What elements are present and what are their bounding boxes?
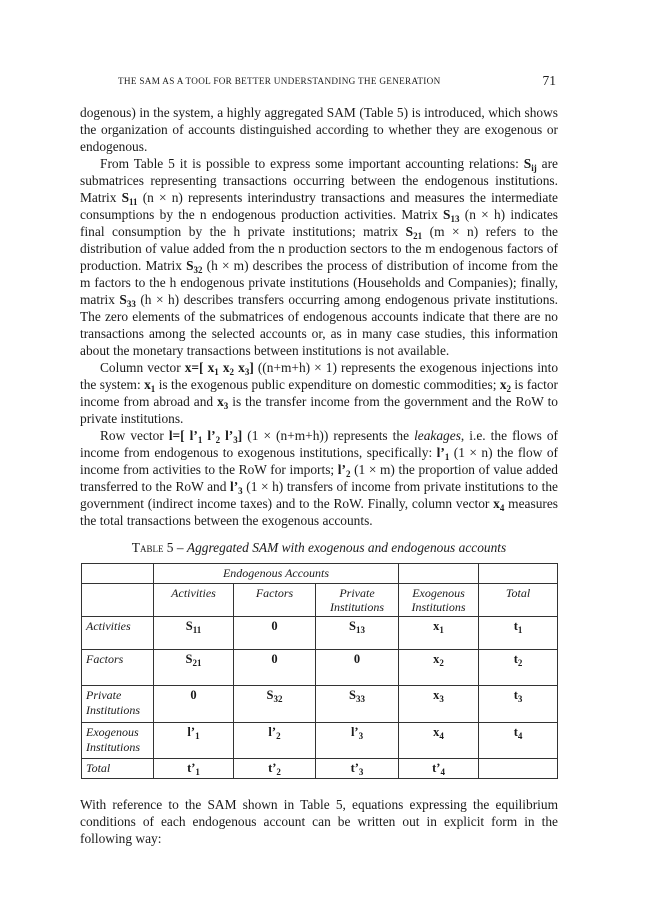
table-cell: $l’_3$: [316, 723, 399, 759]
table-cell: 0: [316, 650, 399, 686]
table-cell: $x_1$: [399, 617, 479, 650]
table-cell: 0: [234, 617, 316, 650]
table-caption: Table 5 – Aggregated SAM with exogenous and endogenous accounts: [131, 540, 507, 555]
symbol-x-2: $x_2$: [499, 377, 512, 394]
symbol-x-1: $x_1$: [144, 377, 156, 394]
symbol-s-21: $S_{21}$: [405, 224, 423, 241]
symbol-x-3: $x_3$: [217, 394, 229, 411]
table-cell: $S_{32}$: [234, 686, 316, 723]
table-cell: $l’_1$: [154, 723, 234, 759]
symbol-s-11: $S_{11}$: [121, 190, 138, 207]
table-row: [82, 617, 558, 650]
table-row: [82, 650, 558, 686]
row-header-activities: Activities: [82, 617, 154, 650]
column-header-exogenous: Exogenous Institutions: [399, 584, 479, 617]
table-header-blank: [399, 564, 479, 584]
table-cell: $t_2$: [479, 650, 558, 686]
table-corner-cell: [82, 584, 154, 617]
body-text-lower: [80, 796, 558, 847]
table-cell: $t_4$: [479, 723, 558, 759]
column-header-private: Private Institutions: [316, 584, 399, 617]
table-corner-cell: [82, 564, 154, 584]
row-header-private: Private Institutions: [82, 686, 154, 723]
paragraph-equilibrium: With reference to the SAM shown in Table 5, equations expressing the equilibrium conditions of each endogenous account can be written out in explicit form in the following way:: [80, 797, 558, 846]
column-header-total: Total: [479, 584, 558, 617]
table-header-row: [82, 564, 558, 584]
table-label: Table 5: [131, 540, 174, 555]
table-cell: $S_{13}$: [316, 617, 399, 650]
paragraph-submatrices: From Table 5 it is possible to express some important accounting relations: $S_{ij}$ are submatrices representing transactions occurring between the endogenous institutions. Matrix $S_{11}$ (n × n) represents interindustry transactions and measures the intermediate consumptions by the n endogenous production activities. Matrix $S_{13}$ (n × h) indicates final consumption by the h private institutions; matrix $S_{21}$ (m × n) refers to the distribution of value added from the n production sectors to the m endogenous factors of production. Matrix $S_{32}$ (h × m) describes the process of distribution of income from the m factors to the h endogenous private institutions (Households and Companies); finally, matrix $S_{33}$ (h × h) describes transfers occurring among endogenous private institutions. The zero elements of the submatrices of endogenous accounts indicate that there are no transactions among the selected accounts or, as in many case studies, this information about the monetary transactions between institutions is not available.: [80, 156, 558, 358]
symbol-l-2: $l’_2$: [337, 462, 351, 479]
table-cell: $t’_4$: [399, 759, 479, 779]
symbol-l-1: $l’_1$: [436, 445, 450, 462]
symbol-s-33: $S_{33}$: [119, 292, 136, 309]
table-cell: $x_2$: [399, 650, 479, 686]
table-cell: $x_4$: [399, 723, 479, 759]
paragraph-column-vector: Column vector x=[ $x_1$ $x_2$ $x_3$] ((n+m+h) × 1) represents the exogenous injections into the system: $x_1$ is the exogenous public expenditure on domestic commodities; $x_2$ is factor income from abroad and $x_3$ is the transfer income from the government and the RoW to private institutions.: [80, 360, 559, 426]
table-cell: $t_1$: [479, 617, 558, 650]
row-header-total: Total: [82, 759, 154, 779]
table-cell: $t’_3$: [316, 759, 399, 779]
table-cell: $S_{33}$: [316, 686, 399, 723]
symbol-x-vector: x=[ $x_1$ $x_2$ $x_3$]: [184, 360, 254, 377]
table-cell: $t_3$: [479, 686, 558, 723]
group-header-endogenous: Endogenous Accounts: [154, 564, 399, 584]
symbol-x-4: $x_4$: [493, 496, 505, 513]
symbol-s-13: $S_{13}$: [443, 207, 460, 224]
table-cell: $x_3$: [399, 686, 479, 723]
symbol-s-32: $S_{32}$: [186, 258, 203, 275]
table-cell: $S_{11}$: [154, 617, 234, 650]
table-cell: [479, 759, 558, 779]
paragraph-row-vector: Row vector l=[ $l’_1$ $l’_2$ $l’_3$] (1 × (n+m+h)) represents the leakages, i.e. the flows of income from endogenous to exogenous institutions, specifically: $l’_1$ (1 × n) the flow of income from activities to the RoW for imports; $l’_2$ (1 × m) the proportion of value added transferred to the RoW and $l’_3$ (1 × h) transfers of income from private institutions to the government (indirect income taxes) and to the RoW. Finally, column vector $x_4$ measures the total transactions between the exogenous accounts.: [80, 428, 559, 528]
body-text-upper: [80, 104, 558, 529]
table-title: Aggregated SAM with exogenous and endogenous accounts: [186, 540, 507, 555]
symbol-l-3: $l’_3$: [229, 479, 243, 496]
table-cell: $t’_2$: [234, 759, 316, 779]
table-cell: $S_{21}$: [154, 650, 234, 686]
paragraph-continuation: dogenous) in the system, a highly aggregated SAM (Table 5) is introduced, which shows the organization of accounts distinguished according to whether they are exogenous or endogenous.: [80, 105, 558, 154]
table-cell: 0: [234, 650, 316, 686]
table-header-row: [82, 584, 558, 617]
column-header-activities: Activities: [154, 584, 234, 617]
table-cell: 0: [154, 686, 234, 723]
table-row: [82, 759, 558, 779]
table-row: [82, 686, 558, 723]
table-row: [82, 723, 558, 759]
table-header-blank: [479, 564, 558, 584]
page-number: 71: [542, 73, 556, 88]
sam-table: [81, 563, 558, 779]
symbol-s-ij: $S_{ij}$: [523, 156, 537, 173]
table-cell: $t’_1$: [154, 759, 234, 779]
running-header: [118, 73, 558, 88]
term-leakages: leakages: [414, 428, 461, 443]
column-header-factors: Factors: [234, 584, 316, 617]
running-title: THE SAM AS A TOOL FOR BETTER UNDERSTANDING THE GENERATION: [118, 76, 441, 86]
row-header-factors: Factors: [82, 650, 154, 686]
table-cell: $l’_2$: [234, 723, 316, 759]
symbol-l-vector: l=[ $l’_1$ $l’_2$ $l’_3$]: [168, 428, 243, 445]
row-header-exogenous: Exogenous Institutions: [82, 723, 154, 759]
